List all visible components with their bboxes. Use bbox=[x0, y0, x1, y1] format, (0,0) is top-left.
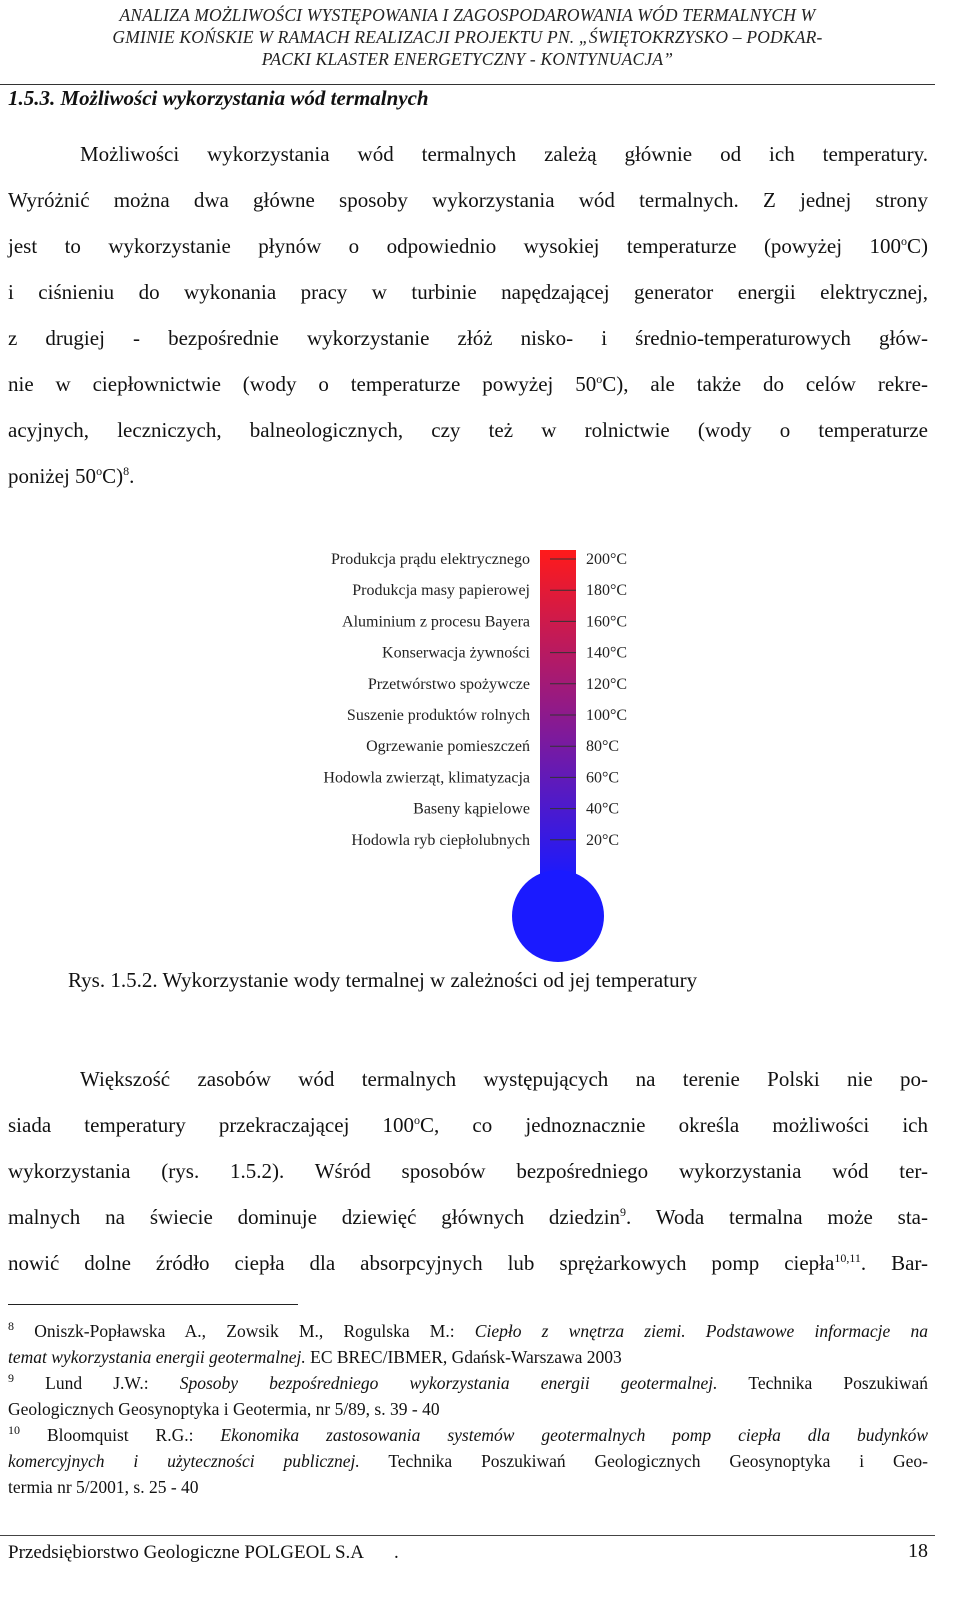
footnotes bbox=[8, 1318, 928, 1500]
header-rule bbox=[0, 84, 935, 85]
thermometer-bulb bbox=[512, 870, 604, 962]
footnote-10-cont: komercyjnych i użyteczności publicznej. Technika Poszukiwań Geologicznych Geosynoptyka i Geo- bbox=[8, 1451, 928, 1471]
para2-line: Większość zasobów wód termalnych występujących na terenie Polski nie po- bbox=[80, 1067, 928, 1091]
usage-label: Produkcja masy papierowej bbox=[352, 582, 530, 600]
para1-line: Możliwości wykorzystania wód termalnych zależą głównie od ich temperatury. bbox=[80, 142, 928, 166]
paragraph-2 bbox=[8, 1056, 928, 1286]
paragraph-1 bbox=[8, 131, 928, 499]
temperature-label: 180°C bbox=[586, 582, 628, 600]
para1-line: jest to wykorzystanie płynów o odpowiednio wysokiej temperaturze (powyżej 100$^o$C) bbox=[8, 234, 928, 258]
page-number: 18 bbox=[908, 1540, 928, 1562]
thermometer-chart bbox=[280, 548, 660, 968]
temperature-label: 20°C bbox=[586, 831, 620, 849]
footnote-9: $^9$ Lund J.W.: Sposoby bezpośredniego wykorzystania energii geotermalnej. Technika Poszukiwań bbox=[8, 1371, 928, 1393]
usage-label: Aluminium z procesu Bayera bbox=[342, 613, 530, 631]
header-line-1: ANALIZA MOŻLIWOŚCI WYSTĘPOWANIA I ZAGOSPODAROWANIA WÓD TERMALNYCH W bbox=[119, 5, 816, 25]
usage-label: Suszenie produktów rolnych bbox=[346, 707, 530, 724]
temperature-label: 40°C bbox=[586, 800, 620, 818]
usage-label: Przetwórstwo spożywcze bbox=[367, 675, 530, 693]
header-line-2: GMINIE KOŃSKIE W RAMACH REALIZACJI PROJEKTU PN. „ŚWIĘTOKRZYSKO – PODKAR- bbox=[112, 27, 823, 47]
footnote-10: $^{10}$ Bloomquist R.G.: Ekonomika zastosowania systemów geotermalnych pomp ciepła dla budynków bbox=[8, 1423, 929, 1445]
usage-label: Konserwacja żywności bbox=[382, 644, 530, 662]
page-header bbox=[0, 4, 935, 70]
footnote-10-end: termia nr 5/2001, s. 25 - 40 bbox=[8, 1477, 199, 1497]
thermometer-figure bbox=[280, 548, 660, 968]
para2-line: siada temperatury przekraczającej 100$^o$C, co jednoznacznie określa możliwości ich bbox=[8, 1113, 928, 1137]
temperature-label: 140°C bbox=[586, 644, 628, 662]
section-title: 1.5.3. Możliwości wykorzystania wód termalnych bbox=[8, 86, 429, 110]
footnote-ref-9: 9 bbox=[620, 1205, 627, 1219]
footnote-ref-10-11: 10,11 bbox=[834, 1251, 861, 1265]
para2-line: nowić dolne źródło ciepła dla absorpcyjnych lub sprężarkowych pomp ciepła$^{10,11}$. Bar- bbox=[8, 1251, 928, 1275]
para1-line: poniżej 50$^o$C)$^8$. bbox=[8, 464, 135, 488]
para1-line: z drugiej - bezpośrednie wykorzystanie złóż nisko- i średnio-temperaturowych głów- bbox=[8, 326, 928, 350]
usage-label: Ogrzewanie pomieszczeń bbox=[366, 738, 530, 756]
para2-line: malnych na świecie dominuje dziewięć głównych dziedzin$^9$. Woda termalna może sta- bbox=[8, 1205, 928, 1229]
temperature-label: 160°C bbox=[586, 613, 628, 631]
usage-label: Baseny kąpielowe bbox=[413, 800, 530, 818]
footnote-8-cont: temat wykorzystania energii geotermalnej. EC BREC/IBMER, Gdańsk-Warszawa 2003 bbox=[8, 1347, 622, 1367]
para2-line: wykorzystania (rys. 1.5.2). Wśród sposobów bezpośredniego wykorzystania wód ter- bbox=[8, 1159, 928, 1183]
footnote-9-cont: Geologicznych Geosynoptyka i Geotermia, nr 5/89, s. 39 - 40 bbox=[8, 1399, 440, 1419]
usage-label: Produkcja prądu elektrycznego bbox=[330, 551, 530, 568]
usage-label: Hodowla ryb ciepłolubnych bbox=[351, 831, 530, 849]
footnote-ref-8: 8 bbox=[123, 464, 130, 478]
usage-label: Hodowla zwierząt, klimatyzacja bbox=[323, 769, 530, 787]
footer-rule bbox=[0, 1535, 935, 1536]
figure-caption: Rys. 1.5.2. Wykorzystanie wody termalnej w zależności od jej temperatury bbox=[68, 968, 698, 992]
temperature-label: 200°C bbox=[586, 551, 628, 568]
temperature-label: 60°C bbox=[586, 769, 620, 787]
para1-line: nie w ciepłownictwie (wody o temperaturze powyżej 50$^o$C), ale także do celów rekre- bbox=[8, 372, 928, 396]
header-line-3: PACKI KLASTER ENERGETYCZNY - KONTYNUACJA” bbox=[261, 49, 674, 69]
temperature-label: 80°C bbox=[586, 738, 620, 756]
temperature-label: 100°C bbox=[586, 707, 628, 724]
para1-line: Wyróżnić można dwa główne sposoby wykorzystania wód termalnych. Z jednej strony bbox=[8, 188, 928, 212]
footer-company: Przedsiębiorstwo Geologiczne POLGEOL S.A . bbox=[8, 1542, 399, 1563]
footnote-8: $^8$ Oniszk-Popławska A., Zowsik M., Rogulska M.: Ciepło z wnętrza ziemi. Podstawowe informacje na bbox=[8, 1319, 929, 1341]
temperature-label: 120°C bbox=[586, 675, 628, 693]
footnote-rule bbox=[8, 1304, 298, 1305]
para1-line: i ciśnieniu do wykonania pracy w turbinie napędzającej generator energii elektrycznej, bbox=[8, 280, 928, 304]
para1-line: acyjnych, leczniczych, balneologicznych, czy też w rolnictwie (wody o temperaturze bbox=[8, 418, 928, 442]
